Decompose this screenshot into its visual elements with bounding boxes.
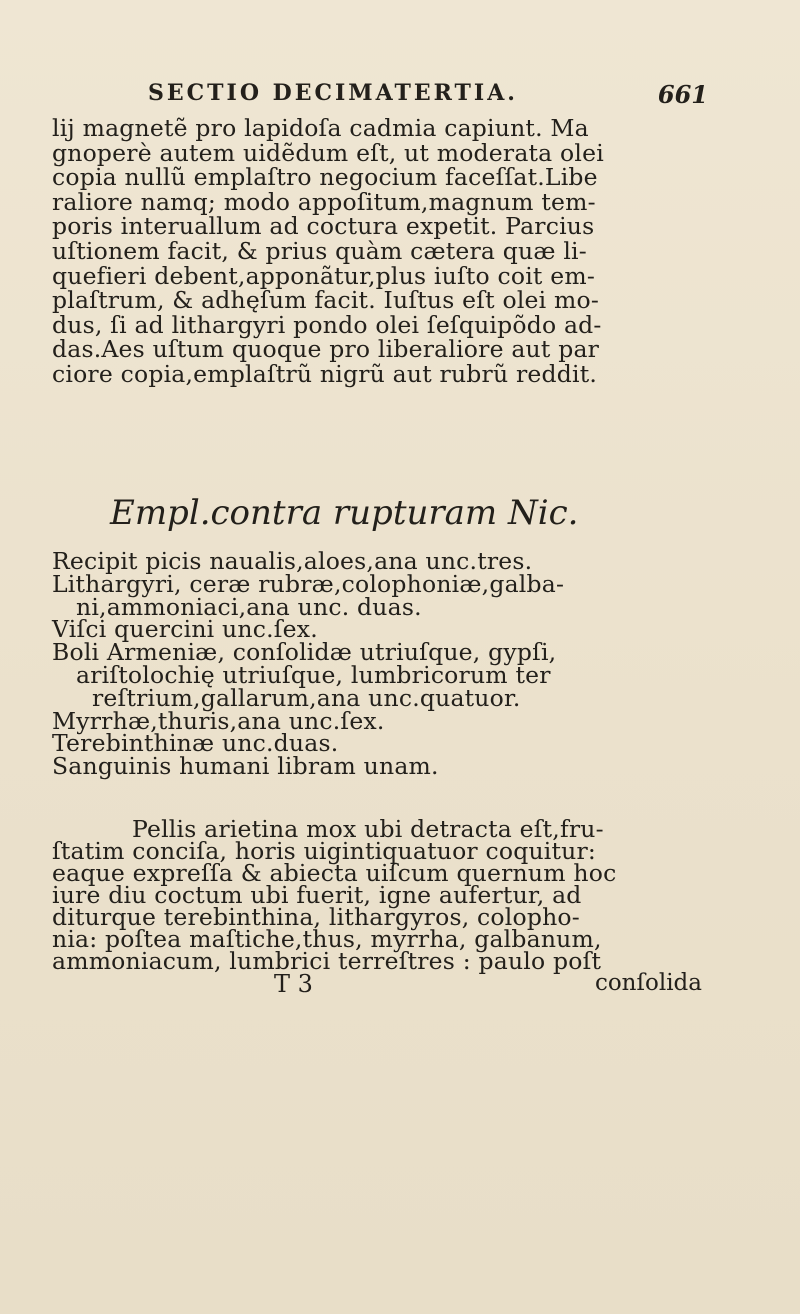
paragraph-1 xyxy=(52,115,752,386)
text-line: das.Aes uſtum quoque pro liberaliore aut par xyxy=(52,335,600,364)
page-number: 661 xyxy=(657,80,708,109)
running-head: SECTIO DECIMATERTIA. xyxy=(148,80,518,106)
text-line: eaque expreſſa & abiecta uiſcum quernum hoc xyxy=(52,859,617,887)
paragraph-3 xyxy=(52,816,752,996)
ingredient-line: Recipit picis naualis,aloes,ana unc.tres. xyxy=(52,547,533,575)
text-line: gnoperè autem uidẽdum eſt, ut moderata olei xyxy=(52,138,604,167)
ingredient-line: Boli Armeniæ, conſolidæ utriuſque, gypſi, xyxy=(52,638,557,667)
text-line: uſtionem facit, & prius quàm cætera quæ li- xyxy=(52,236,587,265)
catchword: conſolida xyxy=(594,970,702,996)
text-line: poris interuallum ad coctura expetit. Parcius xyxy=(52,212,595,241)
ingredient-line: Lithargyri, ceræ rubræ,colophoniæ,galba- xyxy=(52,569,565,598)
ingredient-line: Viſci quercini unc.ſex. xyxy=(52,615,318,644)
ingredient-line: ni,ammoniaci,ana unc. duas. xyxy=(76,592,422,621)
ingredient-line: reſtrium,gallarum,ana unc.quatuor. xyxy=(92,683,521,712)
text-line: copia nullũ emplaſtro negocium faceſſat.Libe xyxy=(52,163,598,192)
text-line: nia: poſtea maſtiche,thus, myrrha, galbanum, xyxy=(52,925,602,953)
text-line: dus, ſi ad lithargyri pondo olei ſeſquipõdo ad- xyxy=(52,310,602,339)
text-line: ſtatim conciſa, horis uigintiquatuor coquitur: xyxy=(52,837,597,865)
ingredient-line: Sanguinis humani libram unam. xyxy=(52,752,439,781)
text-line: diturque terebinthina, lithargyros, colopho- xyxy=(52,903,580,931)
text-line: ciore copia,emplaſtrũ nigrũ aut rubrũ reddit. xyxy=(52,359,598,388)
text-line: quefieri debent,apponãtur,plus iuſto coit em- xyxy=(52,261,595,290)
recipe-title: Empl.contra rupturam Nic. xyxy=(110,493,579,533)
text-line: Pellis arietina mox ubi detracta eſt,fru- xyxy=(132,815,604,843)
text-line: raliore namq; modo appoſitum,magnum tem- xyxy=(52,187,596,216)
ingredient-line: Myrrhæ,thuris,ana unc.ſex. xyxy=(52,706,385,735)
page-header xyxy=(148,80,708,112)
ingredient-line: Terebinthinæ unc.duas. xyxy=(52,729,339,758)
text-line: iure diu coctum ubi fuerit, igne aufertur, ad xyxy=(52,881,582,909)
ingredient-line: ariſtolochię utriuſque, lumbricorum ter xyxy=(76,660,551,689)
text-line: plaſtrum, & adhęſum facit. Iuſtus eſt olei mo- xyxy=(52,286,600,315)
ingredient-list xyxy=(52,547,752,781)
signature-mark: T 3 xyxy=(274,970,313,998)
text-line: ammoniacum, lumbrici terreſtres : paulo poſt xyxy=(52,947,602,975)
text-line: lij magnetẽ pro lapidoſa cadmia capiunt. Ma xyxy=(52,114,589,142)
page-footer xyxy=(52,970,752,996)
